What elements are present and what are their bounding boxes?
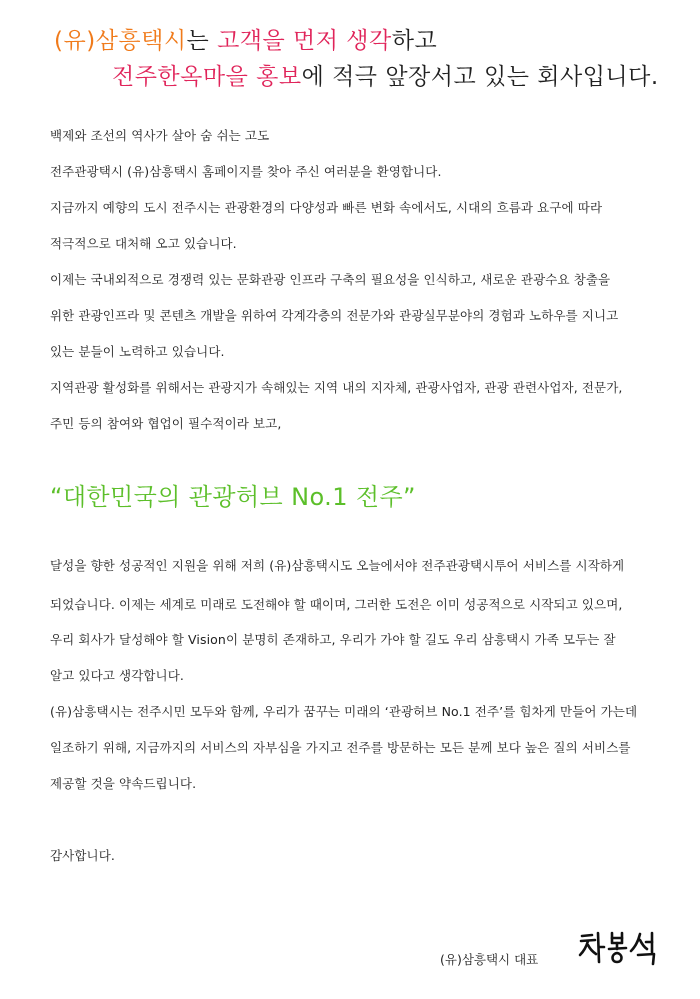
company-name: (유)삼흥택시	[54, 28, 187, 54]
headline	[0, 0, 700, 100]
intro-line: 이제는 국내외적으로 경쟁력 있는 문화관광 인프라 구축의 필요성을 인식하고, 새로운 관광수요 창출을	[50, 272, 611, 287]
headline-line-2	[112, 58, 659, 91]
body-line: 일조하기 위해, 지금까지의 서비스의 자부심을 가지고 전주를 방문하는 모든 분께 보다 높은 질의 서비스를	[50, 740, 631, 755]
headline-text: 는	[186, 28, 218, 54]
intro-line: 지금까지 예향의 도시 전주시는 관광환경의 다양성과 빠른 변화 속에서도, 시대의 흐름과 요구에 따라	[50, 200, 603, 215]
headline-text: 에 적극 앞장서고 있는 회사입니다.	[301, 64, 659, 90]
representative-label: (유)삼흥택시 대표	[440, 952, 539, 967]
headline-line-1	[54, 22, 437, 55]
body-line: 달성을 향한 성공적인 지원을 위해 저희 (유)삼흥택시도 오늘에서야 전주관광택시투어 서비스를 시작하게	[50, 558, 625, 573]
closing-text: 감사합니다.	[50, 848, 115, 863]
intro-line: 있는 분들이 노력하고 있습니다.	[50, 344, 225, 359]
signature-image	[578, 930, 668, 966]
body-line: (유)삼흥택시는 전주시민 모두와 함께, 우리가 꿈꾸는 미래의 ‘관광허브 No.1 전주’를 힘차게 만들어 가는데	[50, 704, 638, 719]
headline-highlight-customer: 고객을 먼저 생각	[217, 28, 392, 54]
body-line: 되었습니다. 이제는 세계로 미래로 도전해야 할 때이며, 그러한 도전은 이미 성공적으로 시작되고 있으며,	[50, 597, 623, 612]
body-line: 우리 회사가 달성해야 할 Vision이 분명히 존재하고, 우리가 가야 할 길도 우리 삼흥택시 가족 모두는 잘	[50, 632, 616, 647]
intro-line: 위한 관광인프라 및 콘텐츠 개발을 위하여 각계각층의 전문가와 관광실무분야의 경험과 노하우를 지니고	[50, 308, 619, 323]
intro-line: 지역관광 활성화를 위해서는 관광지가 속해있는 지역 내의 지자체, 관광사업자, 관광 관련사업자, 전문가,	[50, 380, 623, 395]
intro-line: 백제와 조선의 역사가 살아 숨 쉬는 고도	[50, 128, 270, 143]
headline-highlight-hanok: 전주한옥마을 홍보	[112, 64, 302, 90]
intro-line: 주민 등의 참여와 협업이 필수적이라 보고,	[50, 416, 282, 431]
headline-text: 하고	[391, 28, 438, 54]
slogan: “대한민국의 관광허브 No.1 전주”	[50, 483, 416, 511]
body-line: 제공할 것을 약속드립니다.	[50, 776, 197, 791]
body-line: 알고 있다고 생각합니다.	[50, 668, 184, 683]
intro-line: 적극적으로 대처해 오고 있습니다.	[50, 236, 237, 251]
intro-line: 전주관광택시 (유)삼흥택시 홈페이지를 찾아 주신 여러분을 환영합니다.	[50, 164, 442, 179]
